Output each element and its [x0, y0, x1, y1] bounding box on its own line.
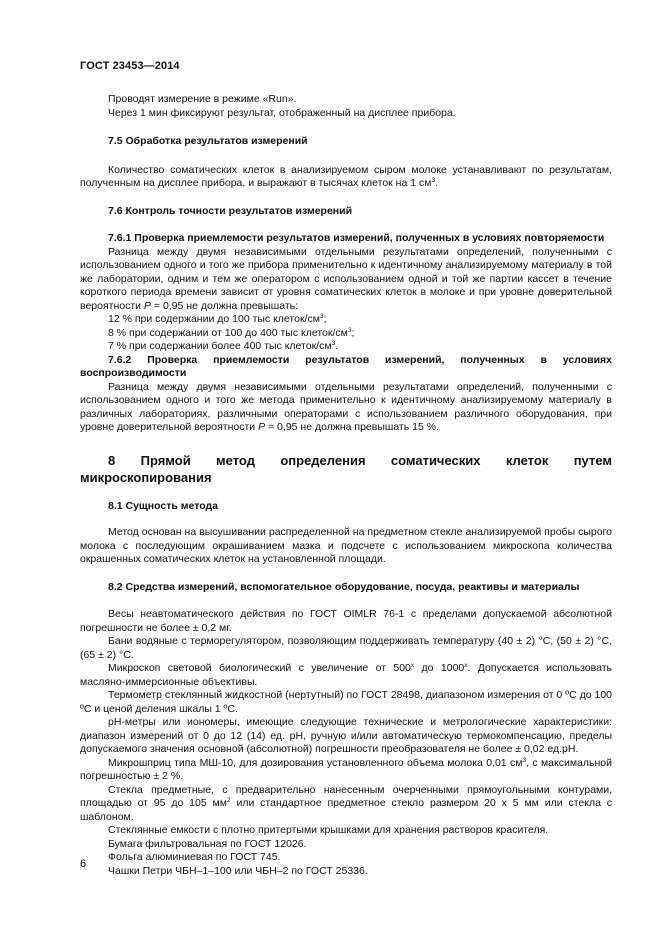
paragraph: Разница между двумя независимыми отдельными результатами определений, полученными с использованием одного и того же метода применительно к идентичному анализируемому материалу в различных лабораториях, различными операторами с использованием различного оборудования, при уровне доверительной вероятности P = 0,95 не должна превышать 15 %. [80, 380, 612, 433]
paragraph: Весы неавтоматического действия по ГОСТ OIMLR 76-1 с пределами допускаемой абсолютной погрешности не более ± 0,2 мг. [80, 608, 612, 634]
section-heading-8-1: 8.1 Сущность метода [108, 499, 219, 512]
section-heading-8-2: 8.2 Средства измерений, вспомогательное оборудование, посуда, реактивы и материалы [108, 580, 580, 593]
paragraph: Чашки Петри ЧБН–1–100 или ЧБН–2 по ГОСТ 25336. [108, 864, 368, 877]
section-heading-7-6-1: 7.6.1 Проверка приемлемости результатов измерений, полученных в условиях повторяемости [108, 232, 605, 244]
section-heading-7-6: 7.6 Контроль точности результатов измерений [108, 204, 353, 217]
paragraph: Разница между двумя независимыми отдельными результатами определений, полученными с использованием одного и того же прибора применительно к идентичному анализируемому материалу в той же лаборатории, одним и тем же оператором с использованием одной и той же партии кассет в течение короткого периода времени зависит от уровня соматических клеток в молоке и при уровне доверительной вероятности P = 0,95 не должна превышать: [80, 245, 612, 312]
paragraph: Микрошприц типа МШ-10, для дозирования установленного объема молока 0,01 $см^3$, с максимальной погрешностью ± 2 %. [80, 756, 612, 782]
paragraph: Микроскоп световой биологический с увеличение от 500$^x$ до 1000$^x$. Допускается использовать масляно-иммерсионные объективы. [80, 662, 612, 688]
section-heading-7-5: 7.5 Обработка результатов измерений [108, 135, 308, 147]
paragraph: Бани водяные с терморегулятором, позволяющим поддерживать температуру (40 ± 2) °С, (50 ± 2) °С, (65 ± 2) °С. [80, 635, 612, 661]
paragraph: Стекла предметные, с предварительно нанесенным очерченными прямоугольными контурами, площадью от 95 до 105 $мм^2$ или стандартное предметное стекло размером 20 х 5 мм или стекла с шаблоном. [80, 783, 613, 823]
paragraph: Метод основан на высушивании распределенной на предметном стекле анализируемой пробы сырого молока с последующим окрашиванием мазка и подсчете с использованием микроскопа количества окрашенных соматических клеток на установленной площади. [80, 526, 612, 565]
paragraph: Бумага фильтровальная по ГОСТ 12026. [108, 837, 307, 850]
paragraph: Через 1 мин фиксируют результат, отображенный на дисплее прибора. [108, 106, 456, 119]
paragraph: Проводят измерение в режиме «Run». [108, 93, 297, 105]
paragraph: Количество соматических клеток в анализируемом сыром молоке устанавливают по результатам, полученным на дисплее прибора, и выражают в тысячах клеток на 1 $см^3$. [80, 163, 612, 189]
list-item: 12 % при содержании до 100 тыс клеток/$см^3$; [108, 313, 327, 325]
paragraph: Стеклянные емкости с плотно притертыми крышками для хранения растворов красителя. [108, 824, 549, 836]
section-heading-7-6-2: 7.6.2 Проверка приемлемости результатов измерений, полученных в условиях воспроизводимости [80, 353, 612, 379]
list-item: 8 % при содержании от 100 до 400 тыс клеток/$см^3$; [108, 326, 355, 339]
paragraph: Фольга алюминиевая по ГОСТ 745. [108, 851, 281, 863]
page-number: 6 [80, 858, 87, 870]
paragraph: pH-метры или иономеры, имеющие следующие технические и метрологические характеристики: диапазон измерений от 0 до 12 (14) ед. pH, ручную и/или автоматическую термокомпенсацию, пределы допускаемого значения основной (абсолютной) погрешности преобразователя не более ± 0,02 ед.pH. [80, 716, 612, 755]
section-heading-8: 8 Прямой метод определения соматических клеток путем микроскопирования [80, 452, 612, 485]
list-item: 7 % при содержании более 400 тыс клеток/$см^3$. [108, 340, 339, 352]
paragraph: Термометр стеклянный жидкостной (нертутный) по ГОСТ 28498, диапазоном измерения от 0 ºС до 100 ºС и ценой деления шкалы 1 ºС. [80, 689, 612, 715]
document-header: ГОСТ 23453—2014 [80, 60, 180, 72]
document-body [80, 93, 612, 878]
